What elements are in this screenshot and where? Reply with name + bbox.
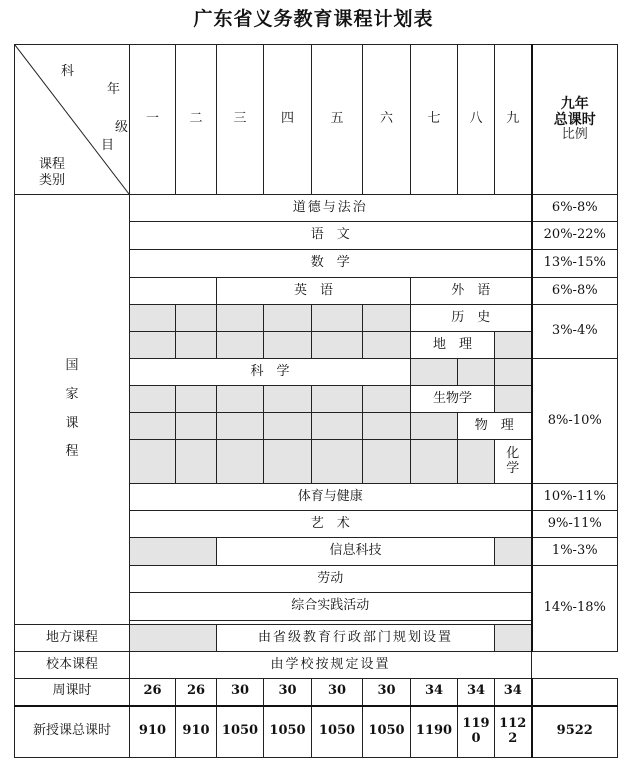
weekly-hours-row <box>15 679 618 706</box>
grade-3-header: 三 <box>217 45 264 195</box>
gray-cell <box>176 332 217 359</box>
gray-cell <box>363 332 411 359</box>
subject-chinese: 语 文 <box>130 222 532 250</box>
gray-cell <box>458 359 495 386</box>
total-g3: 1050 <box>217 706 264 758</box>
weekly-label: 周课时 <box>15 679 130 706</box>
subject-moral: 道德与法治 <box>130 195 532 222</box>
total-g7: 1190 <box>411 706 458 758</box>
subject-biology: 生物学 <box>411 386 495 413</box>
grade-4-header: 四 <box>264 45 312 195</box>
ratio-history-geo: 3%-4% <box>532 305 618 359</box>
subject-math: 数 学 <box>130 250 532 278</box>
gray-cell <box>312 413 363 440</box>
gray-cell <box>495 386 532 413</box>
subject-pe: 体育与健康 <box>130 484 532 511</box>
gray-cell <box>411 359 458 386</box>
page-title: 广东省义务教育课程计划表 <box>193 8 434 30</box>
subject-foreign: 外 语 <box>411 278 532 305</box>
total-g2: 910 <box>176 706 217 758</box>
weekly-g8: 34 <box>458 679 495 706</box>
header-row <box>15 45 618 195</box>
grade-5-header: 五 <box>312 45 363 195</box>
total-g9-line2: 2 <box>508 730 518 746</box>
corner-grade-label-2: 级 <box>115 120 129 135</box>
weekly-g5: 30 <box>312 679 363 706</box>
total-g4: 1050 <box>264 706 312 758</box>
gray-cell <box>176 413 217 440</box>
subject-art: 艺 术 <box>130 511 532 538</box>
gray-cell <box>130 538 217 566</box>
gray-cell <box>264 440 312 484</box>
subject-practice: 综合实践活动 <box>130 593 532 621</box>
weekly-g4: 30 <box>264 679 312 706</box>
weekly-g7: 34 <box>411 679 458 706</box>
weekly-g3: 30 <box>217 679 264 706</box>
total-ratio-header <box>532 45 618 195</box>
gray-cell <box>264 386 312 413</box>
gray-cell <box>217 305 264 332</box>
weekly-g1: 26 <box>130 679 176 706</box>
gray-cell <box>130 413 176 440</box>
gray-cell <box>130 386 176 413</box>
gray-cell <box>264 332 312 359</box>
gray-cell <box>458 440 495 484</box>
weekly-total-empty <box>532 679 618 706</box>
total-header-line2: 总课时 <box>553 112 596 129</box>
subject-local: 由省级教育行政部门规划设置 <box>217 625 495 652</box>
total-g6: 1050 <box>363 706 411 758</box>
curriculum-table <box>14 44 618 758</box>
gray-cell <box>130 305 176 332</box>
gray-cell <box>495 625 532 652</box>
gray-cell <box>176 386 217 413</box>
total-sum: 9522 <box>532 706 618 758</box>
gray-cell <box>217 386 264 413</box>
gray-cell <box>264 413 312 440</box>
corner-header <box>15 45 130 195</box>
total-g8-line2: 0 <box>471 730 481 746</box>
gray-cell <box>495 359 532 386</box>
gray-cell <box>495 332 532 359</box>
gray-cell <box>130 440 176 484</box>
weekly-g2: 26 <box>176 679 217 706</box>
total-g5: 1050 <box>312 706 363 758</box>
total-g8-line1: 119 <box>462 715 490 731</box>
school-category: 校本课程 <box>15 652 130 679</box>
chemistry-char-2: 学 <box>506 460 520 476</box>
national-category-cell <box>15 195 130 625</box>
ratio-art: 9%-11% <box>532 511 618 538</box>
weekly-g9: 34 <box>495 679 532 706</box>
gray-cell <box>176 440 217 484</box>
grade-2-header: 二 <box>176 45 217 195</box>
subject-it: 信息科技 <box>217 538 495 566</box>
grade-9-header: 九 <box>495 45 532 195</box>
chemistry-char-1: 化 <box>506 445 520 461</box>
grade-7-header: 七 <box>411 45 458 195</box>
gray-cell <box>312 305 363 332</box>
national-char-1: 国 <box>65 357 79 373</box>
gray-cell <box>217 413 264 440</box>
total-g9-line1: 112 <box>499 715 527 731</box>
total-g8 <box>458 706 495 758</box>
subject-school: 由学校按规定设置 <box>130 652 532 679</box>
grade-1-header: 一 <box>130 45 176 195</box>
gray-cell <box>363 305 411 332</box>
subject-english: 英 语 <box>217 278 411 305</box>
corner-category-label: 课程 类别 <box>39 157 66 189</box>
gray-cell <box>264 305 312 332</box>
gray-cell <box>411 413 458 440</box>
ratio-science: 8%-10% <box>532 359 618 484</box>
subject-history: 历 史 <box>411 305 532 332</box>
ratio-chinese: 20%-22% <box>532 222 618 250</box>
gray-cell <box>176 305 217 332</box>
subject-science: 科 学 <box>130 359 411 386</box>
total-header-line1: 九年 <box>560 95 589 112</box>
gray-cell <box>217 332 264 359</box>
weekly-g6: 30 <box>363 679 411 706</box>
total-hours-row <box>15 706 618 758</box>
grade-8-header: 八 <box>458 45 495 195</box>
grade-6-header: 六 <box>363 45 411 195</box>
subject-labor: 劳动 <box>130 566 532 593</box>
corner-grade-label-3: 目 <box>101 138 115 153</box>
national-char-4: 程 <box>65 444 79 460</box>
gray-cell <box>312 440 363 484</box>
gray-cell <box>363 413 411 440</box>
ratio-moral: 6%-8% <box>532 195 618 222</box>
gray-cell <box>312 386 363 413</box>
gray-cell <box>130 625 217 652</box>
ratio-pe: 10%-11% <box>532 484 618 511</box>
national-char-2: 家 <box>65 386 79 402</box>
total-g1: 910 <box>130 706 176 758</box>
gray-cell <box>411 440 458 484</box>
total-header-line3: 比例 <box>561 127 588 143</box>
gray-cell <box>495 538 532 566</box>
national-char-3: 课 <box>65 415 79 431</box>
corner-subject-label: 科 <box>61 64 75 79</box>
subject-geography: 地 理 <box>411 332 495 359</box>
subject-physics: 物 理 <box>458 413 532 440</box>
ratio-foreign: 6%-8% <box>532 278 618 305</box>
gray-cell <box>312 332 363 359</box>
gray-cell <box>217 440 264 484</box>
total-g9 <box>495 706 532 758</box>
ratio-math: 13%-15% <box>532 250 618 278</box>
ratio-it: 1%-3% <box>532 538 618 566</box>
total-label: 新授课总课时 <box>15 706 130 758</box>
gray-cell <box>363 386 411 413</box>
empty-cell <box>130 278 217 305</box>
subject-chemistry <box>495 440 532 484</box>
gray-cell <box>363 440 411 484</box>
local-category: 地方课程 <box>15 625 130 652</box>
gray-cell <box>130 332 176 359</box>
corner-grade-label-1: 年 <box>107 82 121 97</box>
ratio-labor-local: 14%-18% <box>532 566 618 652</box>
